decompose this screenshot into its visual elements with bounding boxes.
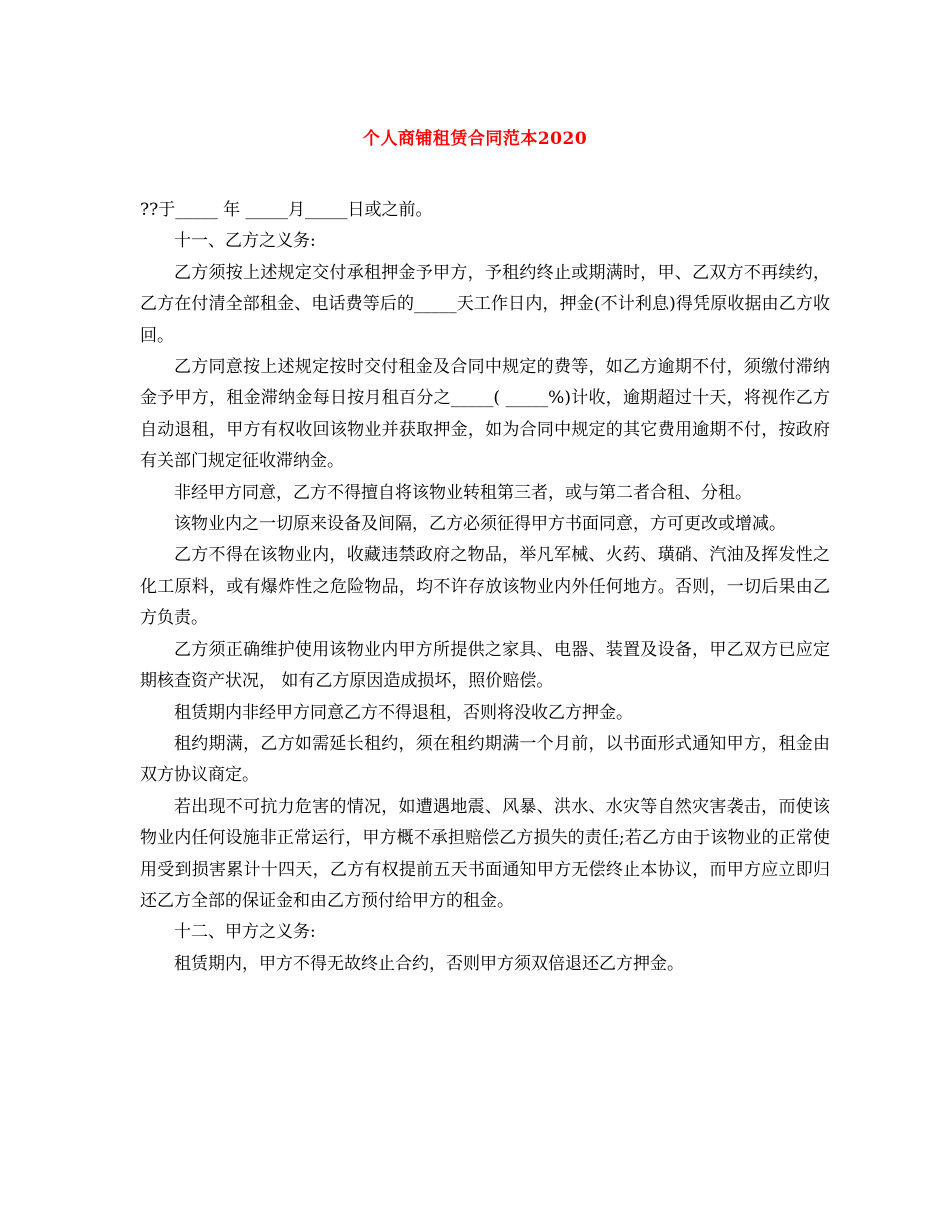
section-heading-party-b-obligations: 十一、乙方之义务:: [174, 231, 316, 252]
paragraph: 非经甲方同意，乙方不得擅自将该物业转租第三者，或与第二者合租、分租。: [174, 482, 752, 503]
document-title: 个人商铺租赁合同范本2020: [362, 129, 588, 149]
paragraph: 租赁期内，甲方不得无故终止合约，否则甲方须双倍退还乙方押金。: [174, 953, 684, 974]
section-heading-party-a-obligations: 十二、甲方之义务:: [174, 922, 316, 943]
paragraph: 乙方须按上述规定交付承租押金予甲方，予租约终止或期满时，甲、乙双方不再续约，乙方在付清全部租金、电话费等后的_____天工作日内，押金(不计利息)得凭原收据由乙方收回。: [140, 262, 830, 346]
paragraph: 乙方须正确维护使用该物业内甲方所提供之家具、电器、装置及设备，甲乙双方已应定期核查资产状况， 如有乙方原因造成损坏，照价赔偿。: [140, 639, 830, 692]
paragraph: 乙方同意按上述规定按时交付租金及合同中规定的费等，如乙方逾期不付，须缴付滞纳金予甲方，租金滞纳金每日按月租百分之_____( _____%)计收，逾期超过十天，将视作乙方自动退租，甲方有权收回该物业并获取押金，如为合同中规定的其它费用逾期不付，按政府有关部门规定征收滞纳金。: [140, 357, 830, 472]
paragraph: 若出现不可抗力危害的情况，如遭遇地震、风暴、洪水、水灾等自然灾害袭击，而使该物业内任何设施非正常运行，甲方概不承担赔偿乙方损失的责任;若乙方由于该物业的正常使用受到损害累计十四天，乙方有权提前五天书面通知甲方无偿终止本协议，而甲方应立即归还乙方全部的保证金和由乙方预付给甲方的租金。: [140, 796, 830, 911]
paragraph: 租约期满，乙方如需延长租约，须在租约期满一个月前，以书面形式通知甲方，租金由双方协议商定。: [140, 733, 830, 786]
document-body: [140, 195, 830, 980]
paragraph-date-continuation: ??于_____ 年 _____月_____日或之前。: [140, 200, 433, 220]
paragraph: 乙方不得在该物业内，收藏违禁政府之物品，举凡军械、火药、璜硝、汽油及挥发性之化工原料，或有爆炸性之危险物品，均不许存放该物业内外任何地方。否则，一切后果由乙方负责。: [140, 545, 830, 629]
paragraph: 该物业内之一切原来设备及间隔，乙方必须征得甲方书面同意，方可更改或增减。: [174, 514, 786, 535]
paragraph: 租赁期内非经甲方同意乙方不得退租，否则将没收乙方押金。: [174, 702, 633, 723]
